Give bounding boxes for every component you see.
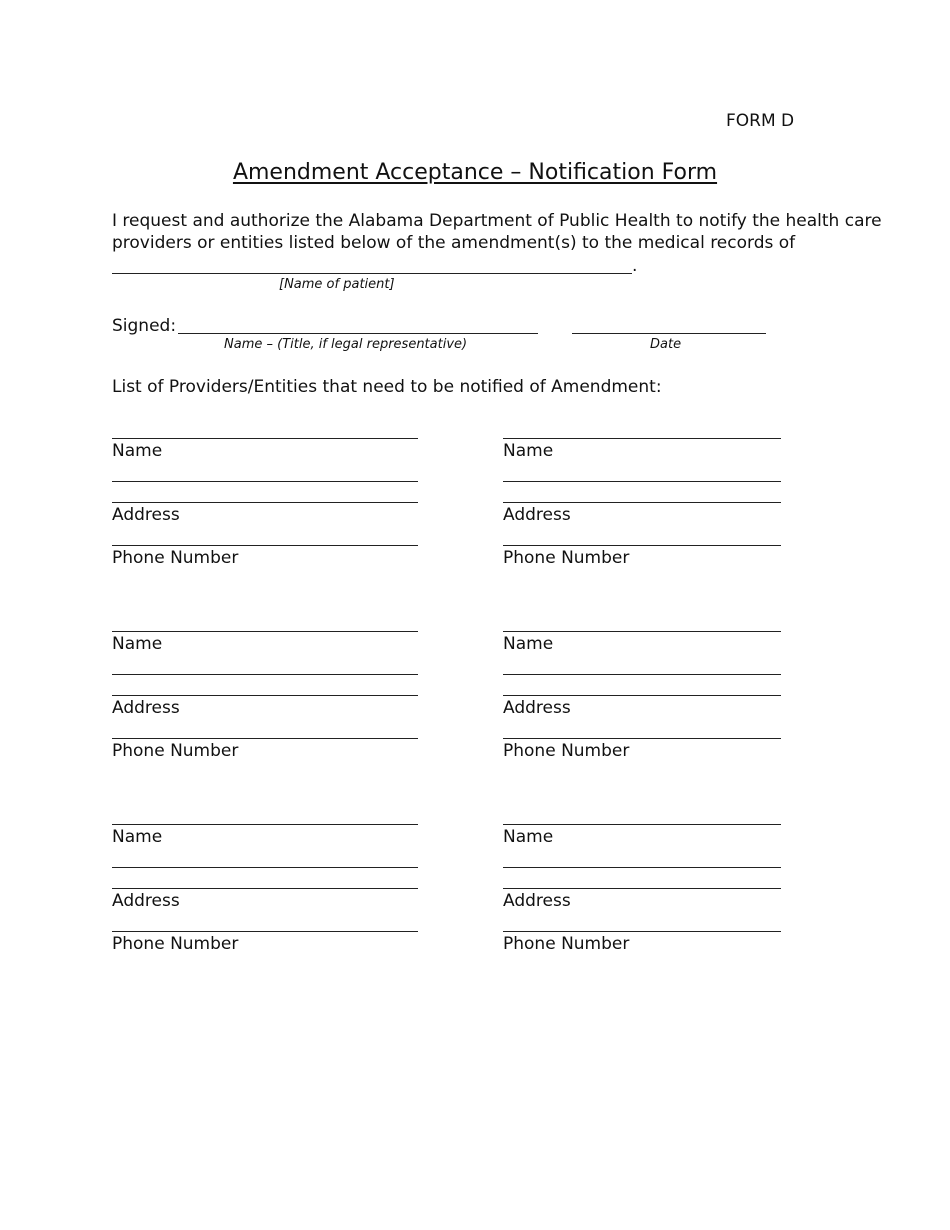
provider-address-label: Address (503, 505, 571, 525)
signature-date-caption: Date (650, 337, 682, 352)
provider-phone-field[interactable] (503, 738, 781, 739)
provider-address-label: Address (112, 505, 180, 525)
provider-name-field[interactable] (503, 824, 781, 825)
provider-address-field-2[interactable] (112, 502, 418, 503)
intro-line-1: I request and authorize the Alabama Department of Public Health to notify the health care (112, 211, 882, 231)
provider-address-field-1[interactable] (112, 867, 418, 868)
provider-phone-field[interactable] (112, 545, 418, 546)
signature-date-field[interactable] (572, 333, 766, 334)
provider-address-field-2[interactable] (503, 502, 781, 503)
provider-name-label: Name (503, 827, 554, 847)
provider-name-field[interactable] (112, 631, 418, 632)
provider-phone-field[interactable] (503, 545, 781, 546)
provider-phone-field[interactable] (112, 931, 418, 932)
provider-address-field-2[interactable] (503, 888, 781, 889)
form-id: FORM D (726, 111, 795, 131)
signature-name-caption: Name – (Title, if legal representative) (224, 337, 468, 352)
intro-line-2: providers or entities listed below of the amendment(s) to the medical records of (112, 233, 796, 253)
provider-name-label: Name (503, 634, 554, 654)
provider-address-label: Address (112, 891, 180, 911)
signature-name-field[interactable] (178, 333, 538, 334)
provider-name-field[interactable] (112, 438, 418, 439)
provider-address-label: Address (503, 891, 571, 911)
provider-name-label: Name (112, 634, 163, 654)
provider-phone-label: Phone Number (503, 934, 630, 954)
form-title: Amendment Acceptance – Notification Form (232, 160, 718, 185)
provider-name-field[interactable] (503, 438, 781, 439)
patient-name-period: . (632, 256, 638, 276)
provider-address-field-2[interactable] (112, 695, 418, 696)
patient-name-caption: [Name of patient] (279, 277, 395, 292)
providers-list-heading: List of Providers/Entities that need to be notified of Amendment: (112, 377, 662, 397)
provider-address-field-1[interactable] (503, 481, 781, 482)
provider-address-field-1[interactable] (112, 481, 418, 482)
provider-phone-field[interactable] (503, 931, 781, 932)
provider-address-field-2[interactable] (112, 888, 418, 889)
provider-phone-label: Phone Number (112, 548, 239, 568)
provider-address-field-1[interactable] (503, 674, 781, 675)
provider-phone-field[interactable] (112, 738, 418, 739)
provider-name-field[interactable] (503, 631, 781, 632)
provider-address-field-1[interactable] (503, 867, 781, 868)
signed-label: Signed: (112, 316, 177, 336)
provider-address-field-1[interactable] (112, 674, 418, 675)
provider-phone-label: Phone Number (112, 741, 239, 761)
provider-address-label: Address (112, 698, 180, 718)
provider-phone-label: Phone Number (503, 548, 630, 568)
provider-name-label: Name (503, 441, 554, 461)
provider-address-label: Address (503, 698, 571, 718)
provider-name-field[interactable] (112, 824, 418, 825)
provider-name-label: Name (112, 441, 163, 461)
patient-name-field[interactable] (112, 273, 632, 274)
provider-phone-label: Phone Number (112, 934, 239, 954)
provider-phone-label: Phone Number (503, 741, 630, 761)
provider-address-field-2[interactable] (503, 695, 781, 696)
provider-name-label: Name (112, 827, 163, 847)
